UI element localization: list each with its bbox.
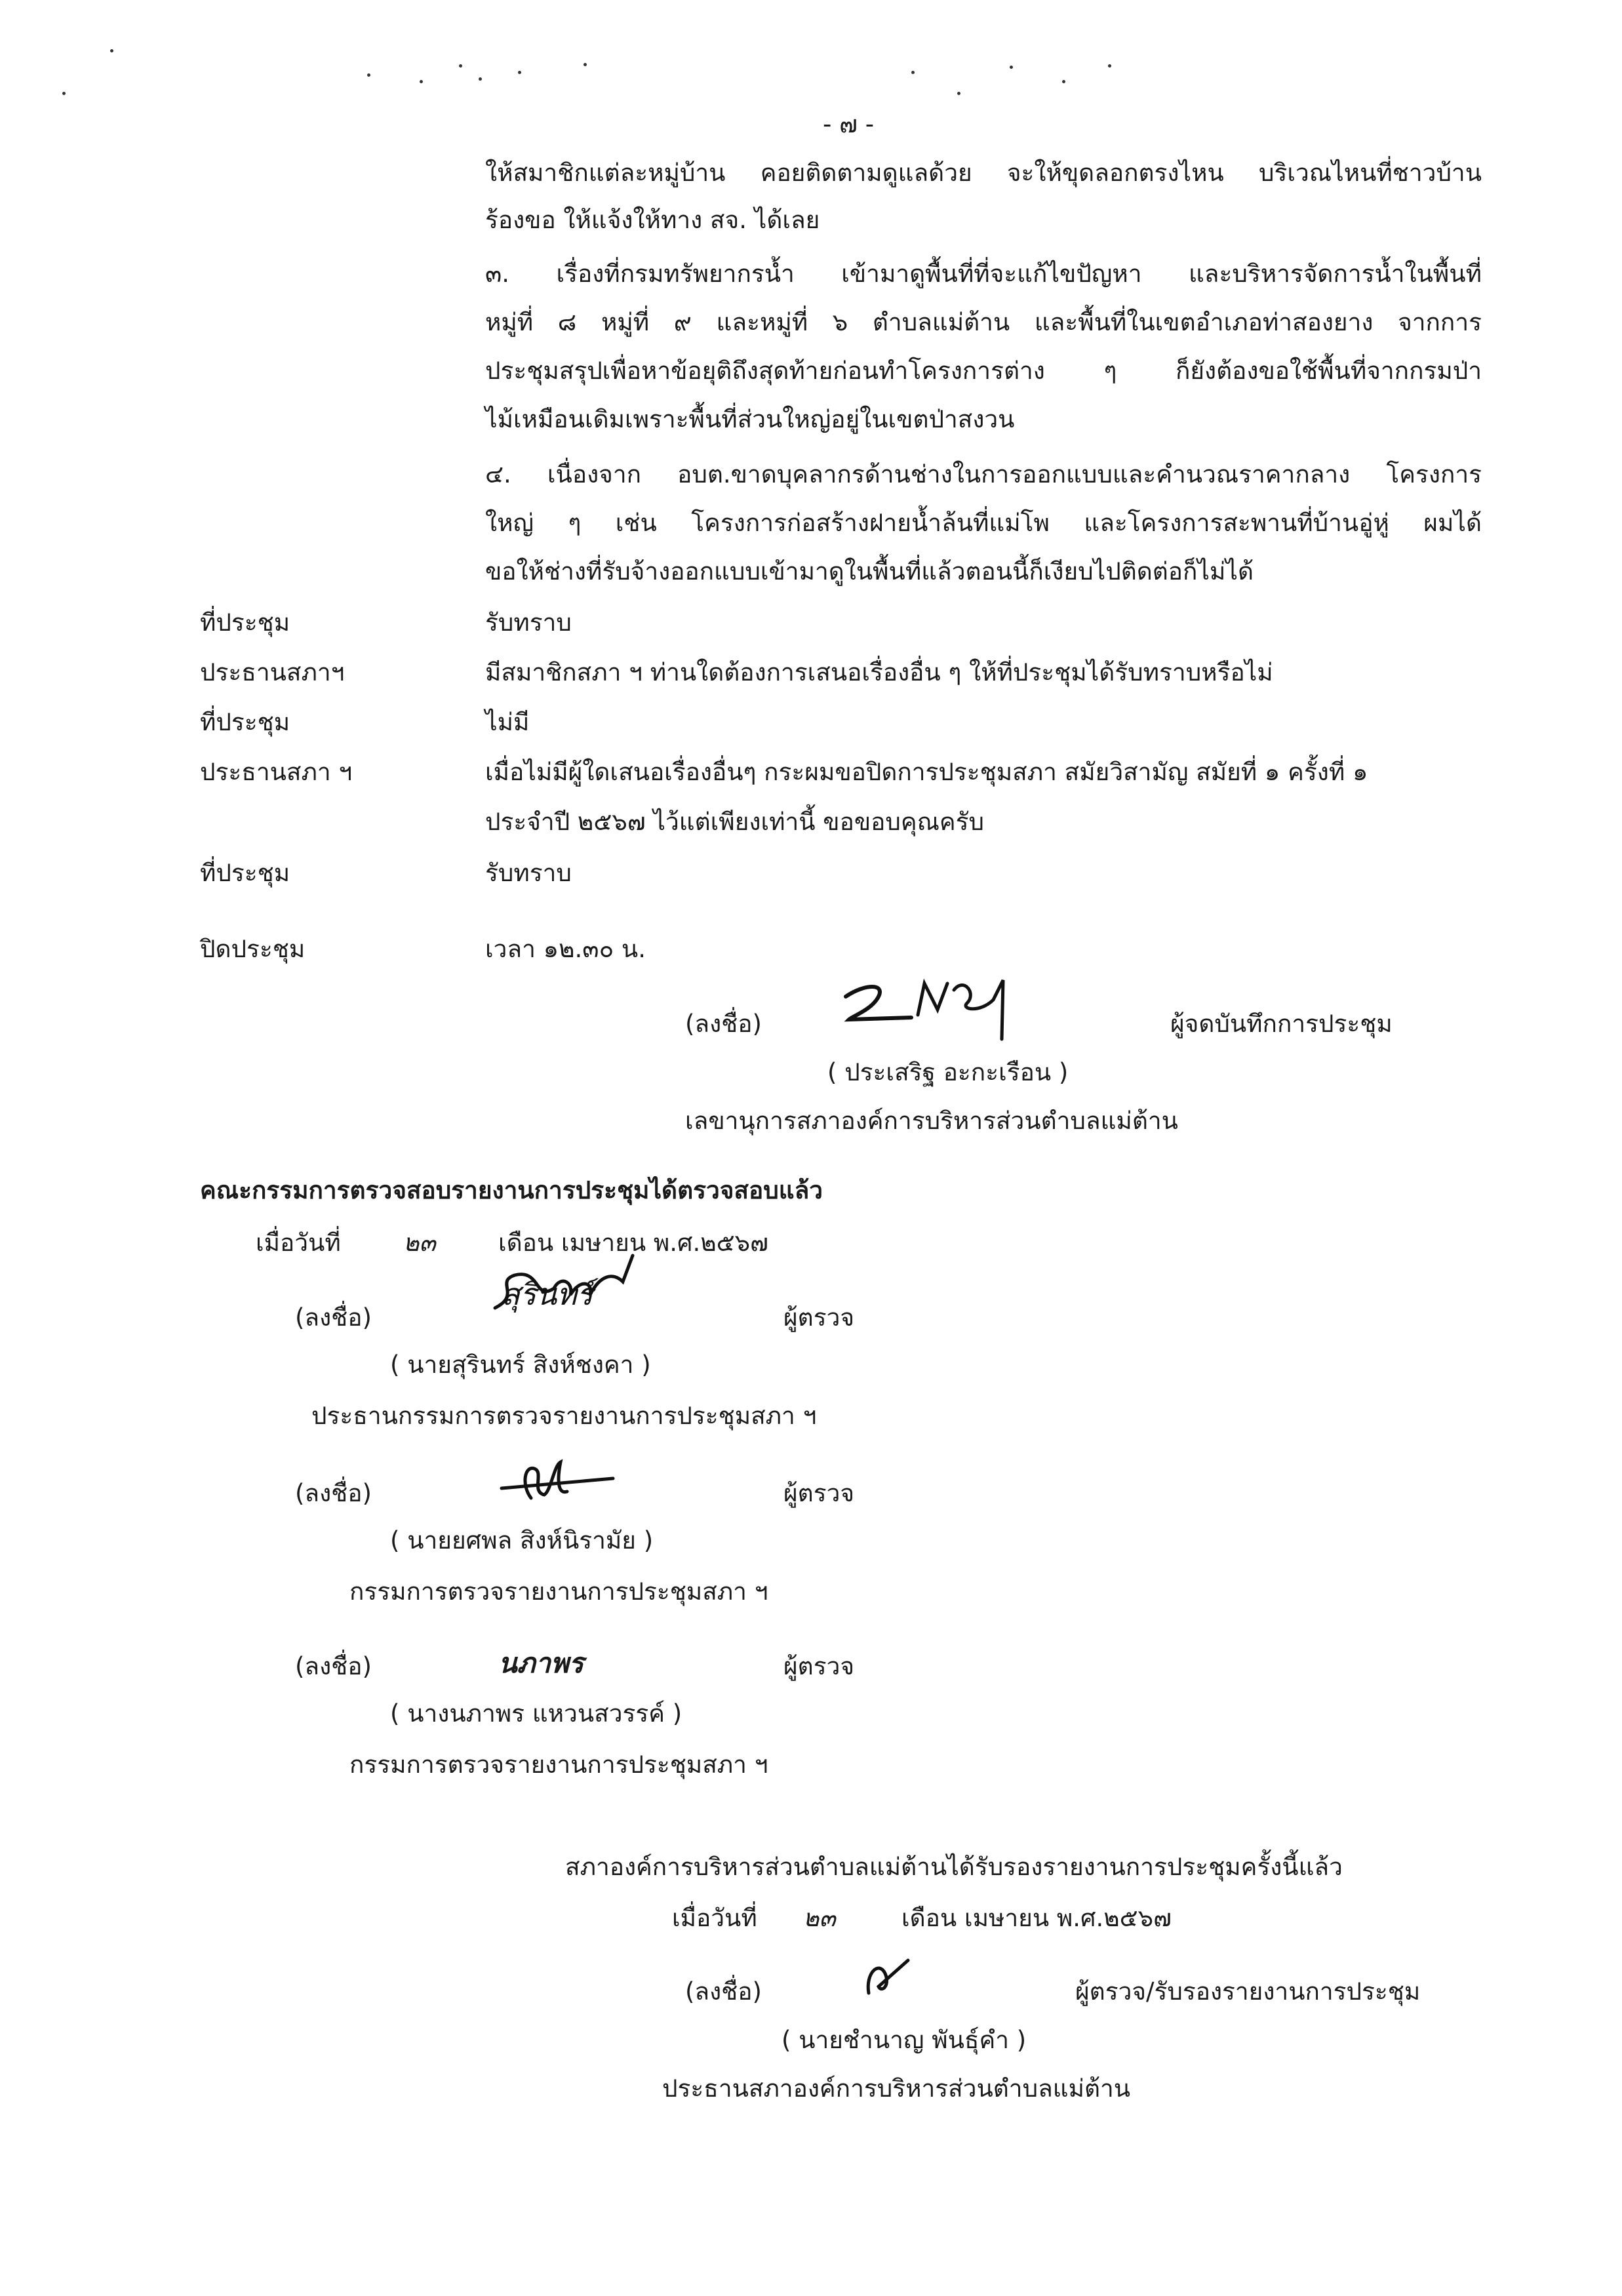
member-position: กรรมการตรวจรายงานการประชุมสภา ฯ bbox=[349, 1577, 768, 1606]
item-3-line: หมู่ที่ ๘ หมู่ที่ ๙ และหมู่ที่ ๖ ตำบลแม่ต้าน และพื้นที่ในเขตอำเภอท่าสองยาง จากการ bbox=[485, 308, 1482, 336]
member-sign-label: (ลงชื่อ) bbox=[295, 1652, 372, 1680]
speaker-label: ประธานสภา ฯ bbox=[200, 758, 353, 786]
certifier-position: ประธานสภาองค์การบริหารส่วนตำบลแม่ต้าน bbox=[662, 2074, 1131, 2103]
minute-text: รับทราบ bbox=[485, 608, 572, 637]
member-sign-label: (ลงชื่อ) bbox=[295, 1479, 372, 1507]
member-position: ประธานกรรมการตรวจรายงานการประชุมสภา ฯ bbox=[311, 1402, 817, 1430]
speaker-label: ประธานสภาฯ bbox=[200, 658, 345, 686]
certification-date-day: ๒๓ bbox=[803, 1904, 836, 1932]
committee-heading: คณะกรรมการตรวจสอบรายงานการประชุมได้ตรวจสอบแล้ว bbox=[200, 1176, 823, 1204]
speaker-label: ที่ประชุม bbox=[200, 608, 290, 637]
member-signature-2 bbox=[495, 1452, 626, 1511]
member-name: ( นายยศพล สิงห์นิรามัย ) bbox=[390, 1526, 654, 1554]
item-4-line: ๔. เนื่องจาก อบต.ขาดบุคลากรด้านช่างในการออกแบบและคำนวณราคากลาง โครงการ bbox=[485, 460, 1482, 488]
minute-text: รับทราบ bbox=[485, 859, 572, 887]
member-signature-3: นภาพร bbox=[498, 1647, 584, 1679]
committee-date-day: ๒๓ bbox=[403, 1229, 436, 1257]
item-4-line: ขอให้ช่างที่รับจ้างออกแบบเข้ามาดูในพื้นที่แล้วตอนนี้ก็เงียบไปติดต่อก็ไม่ได้ bbox=[485, 557, 1254, 585]
minute-text: ไม่มี bbox=[485, 708, 530, 736]
speaker-label: ที่ประชุม bbox=[200, 859, 290, 887]
member-name: ( นางนภาพร แหวนสวรรค์ ) bbox=[390, 1699, 682, 1728]
item-3-line: ไม้เหมือนเดิมเพราะพื้นที่ส่วนใหญ่อยู่ในเขตป่าสงวน bbox=[485, 405, 1015, 433]
committee-date-rest: เดือน เมษายน พ.ศ.๒๕๖๗ bbox=[498, 1229, 768, 1257]
member-signature-1 bbox=[482, 1249, 652, 1321]
page-number: - ๗ - bbox=[823, 110, 875, 138]
committee-date-prefix: เมื่อวันที่ bbox=[256, 1229, 341, 1257]
recorder-role: ผู้จดบันทึกการประชุม bbox=[1170, 1010, 1393, 1038]
member-role: ผู้ตรวจ bbox=[783, 1479, 855, 1507]
closing-time: เวลา ๑๒.๓๐ น. bbox=[485, 935, 646, 963]
item-3-line: ประชุมสรุปเพื่อหาข้อยุติถึงสุดท้ายก่อนทำโครงการต่าง ๆ ก็ยังต้องขอใช้พื้นที่จากกรมป่า bbox=[485, 357, 1482, 385]
item-3-line: ๓. เรื่องที่กรมทรัพยากรน้ำ เข้ามาดูพื้นที่ที่จะแก้ไขปัญหา และบริหารจัดการน้ำในพื้นที่ bbox=[485, 260, 1482, 288]
recorder-name: ( ประเสริฐ อะกะเรือน ) bbox=[827, 1058, 1069, 1086]
member-role: ผู้ตรวจ bbox=[783, 1652, 855, 1680]
speaker-label: ที่ประชุม bbox=[200, 708, 290, 736]
recorder-position: เลขานุการสภาองค์การบริหารส่วนตำบลแม่ต้าน bbox=[685, 1107, 1178, 1135]
certifier-signature bbox=[852, 1947, 924, 2006]
certifier-sign-label: (ลงชื่อ) bbox=[685, 1977, 762, 2006]
member-role: ผู้ตรวจ bbox=[783, 1303, 855, 1332]
item-4-line: ใหญ่ ๆ เช่น โครงการก่อสร้างฝายน้ำล้นที่แม่โพ และโครงการสะพานที่บ้านอู่หู่ ผมได้ bbox=[485, 509, 1482, 537]
minute-text: ประจำปี ๒๕๖๗ ไว้แต่เพียงเท่านี้ ขอขอบคุณครับ bbox=[485, 808, 985, 836]
body-line: ให้สมาชิกแต่ละหมู่บ้าน คอยติดตามดูแลด้วย จะให้ขุดลอกตรงไหน บริเวณไหนที่ชาวบ้าน bbox=[485, 159, 1482, 187]
closing-label: ปิดประชุม bbox=[200, 935, 306, 963]
minute-text: เมื่อไม่มีผู้ใดเสนอเรื่องอื่นๆ กระผมขอปิดการประชุมสภา สมัยวิสามัญ สมัยที่ ๑ ครั้งที่ ๑ bbox=[485, 758, 1368, 786]
minute-text: มีสมาชิกสภา ฯ ท่านใดต้องการเสนอเรื่องอื่น ๆ ให้ที่ประชุมได้รับทราบหรือไม่ bbox=[485, 658, 1273, 686]
member-name: ( นายสุรินทร์ สิงห์ชงคา ) bbox=[390, 1351, 651, 1379]
body-line: ร้องขอ ให้แจ้งให้ทาง สจ. ได้เลย bbox=[485, 206, 820, 234]
member-sign-label: (ลงชื่อ) bbox=[295, 1303, 372, 1332]
recorder-sign-label: (ลงชื่อ) bbox=[685, 1010, 762, 1038]
certifier-role: ผู้ตรวจ/รับรองรายงานการประชุม bbox=[1075, 1977, 1421, 2006]
recorder-signature bbox=[839, 964, 1029, 1042]
certification-date-rest: เดือน เมษายน พ.ศ.๒๕๖๗ bbox=[901, 1904, 1172, 1932]
certification-statement: สภาองค์การบริหารส่วนตำบลแม่ต้านได้รับรองรายงานการประชุมครั้งนี้แล้ว bbox=[565, 1853, 1343, 1881]
certifier-name: ( นายชำนาญ พันธุ์คำ ) bbox=[781, 2026, 1027, 2054]
certification-date-prefix: เมื่อวันที่ bbox=[672, 1904, 757, 1932]
member-position: กรรมการตรวจรายงานการประชุมสภา ฯ bbox=[349, 1751, 768, 1779]
member-signature-text: สุรินทร์ bbox=[502, 1277, 593, 1312]
